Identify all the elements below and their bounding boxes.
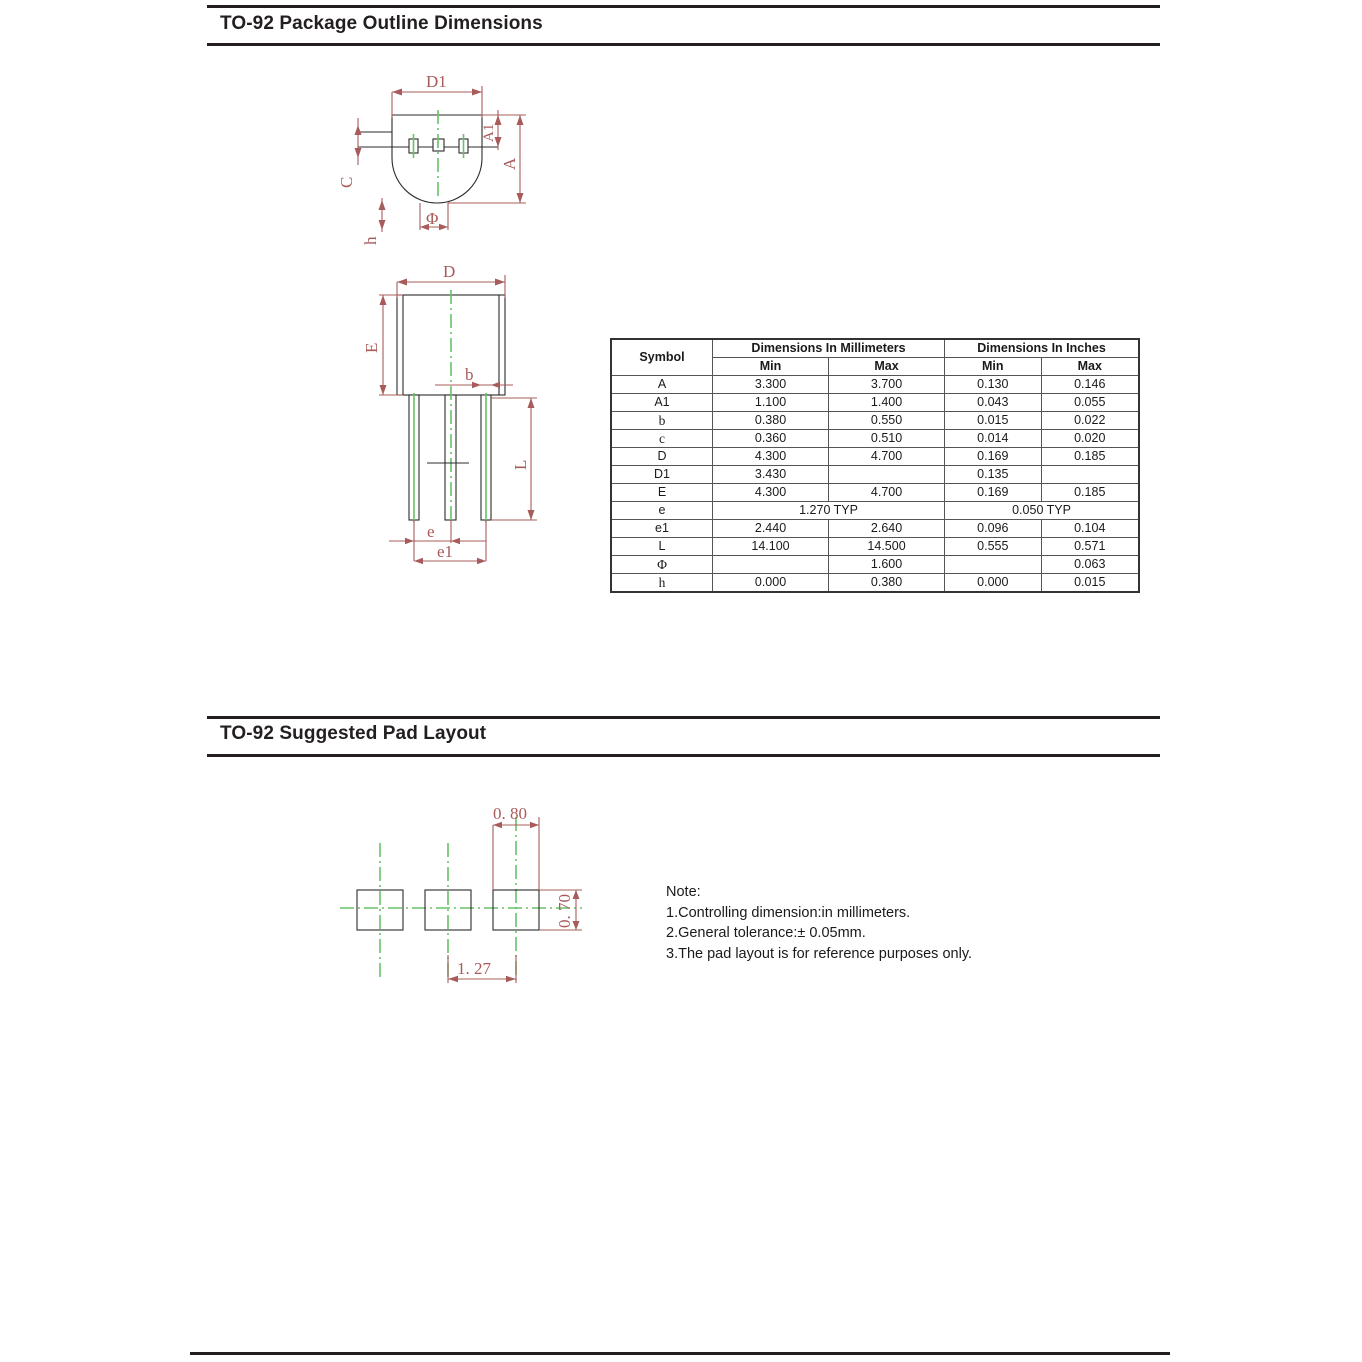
- label-phi: Φ: [426, 209, 439, 228]
- h-arrow-top: [379, 200, 386, 210]
- cell-in-min: 0.169: [945, 484, 1041, 502]
- cell-in-max: 0.185: [1041, 448, 1139, 466]
- section-rule-bottom-1: [207, 43, 1160, 46]
- cell-in-max: 0.185: [1041, 484, 1139, 502]
- e-pitch-arrow-left: [405, 538, 414, 544]
- cell-in-min: 0.169: [945, 448, 1041, 466]
- cell-symbol: c: [611, 430, 713, 448]
- cell-mm-min: 0.360: [713, 430, 829, 448]
- cell-in-min: 0.014: [945, 430, 1041, 448]
- section-rule-top-1: [207, 5, 1160, 8]
- d1-arrow-left: [392, 89, 402, 96]
- cell-symbol: h: [611, 574, 713, 593]
- note-item-3: 3.The pad layout is for reference purposes only.: [666, 945, 973, 962]
- cell-in-min: 0.015: [945, 412, 1041, 430]
- table-row: [611, 448, 1139, 466]
- cell-mm-min: 14.100: [713, 538, 829, 556]
- cell-in-min: 0.000: [945, 574, 1041, 593]
- cell-symbol: L: [611, 538, 713, 556]
- cell-mm-min: 0.380: [713, 412, 829, 430]
- dimensions-table-head: [611, 339, 1139, 376]
- label-l: L: [511, 459, 530, 470]
- cell-in-max: 0.022: [1041, 412, 1139, 430]
- header-symbol: Symbol: [611, 339, 713, 376]
- cell-in-max: 0.146: [1041, 376, 1139, 394]
- cell-symbol: A: [611, 376, 713, 394]
- h-arrow-bottom: [379, 220, 386, 230]
- header-mm-max: Max: [829, 358, 945, 376]
- cell-mm-max: 1.400: [829, 394, 945, 412]
- cell-symbol: D: [611, 448, 713, 466]
- table-row: [611, 412, 1139, 430]
- cell-in-min: [945, 556, 1041, 574]
- d-arrow-right: [495, 279, 505, 286]
- d1-arrow-right: [472, 89, 482, 96]
- cell-mm-min: 4.300: [713, 484, 829, 502]
- header-group-millimeters: Dimensions In Millimeters: [713, 339, 945, 358]
- label-c: C: [337, 176, 356, 188]
- header-mm-min: Min: [713, 358, 829, 376]
- cell-symbol: Φ: [611, 556, 713, 574]
- cell-symbol: b: [611, 412, 713, 430]
- table-row: [611, 538, 1139, 556]
- header-group-inches: Dimensions In Inches: [945, 339, 1139, 358]
- cell-mm-max: 3.700: [829, 376, 945, 394]
- package-body-outline: [392, 115, 482, 203]
- table-header-row-groups: [611, 339, 1139, 358]
- e1-arrow-left: [414, 558, 423, 564]
- cell-in-min: 0.130: [945, 376, 1041, 394]
- c-arrow-top: [355, 125, 362, 135]
- pad-1: [357, 890, 403, 930]
- label-a1: A1: [481, 123, 497, 142]
- table-row: [611, 484, 1139, 502]
- pad-pitch-arrow-right: [506, 976, 516, 982]
- a1-arrow-top: [495, 115, 502, 125]
- c-arrow-bottom: [355, 148, 362, 158]
- section-title-pad-layout: TO-92 Suggested Pad Layout: [220, 723, 487, 744]
- cell-mm-max: 4.700: [829, 448, 945, 466]
- cell-mm-min: 4.300: [713, 448, 829, 466]
- cell-mm-max: 0.510: [829, 430, 945, 448]
- cell-mm-min: 3.430: [713, 466, 829, 484]
- table-row: [611, 574, 1139, 593]
- cell-in-max: [1041, 466, 1139, 484]
- cell-mm-max: 2.640: [829, 520, 945, 538]
- a-arrow-bottom: [517, 193, 524, 203]
- header-in-min: Min: [945, 358, 1041, 376]
- cell-in-min: 0.096: [945, 520, 1041, 538]
- cell-mm-max: 14.500: [829, 538, 945, 556]
- label-pad-height: 0. 70: [555, 894, 574, 928]
- table-row: [611, 556, 1139, 574]
- section-title-package-outline: TO-92 Package Outline Dimensions: [220, 13, 543, 34]
- label-pad-pitch: 1. 27: [457, 959, 491, 978]
- cell-mm-min: 3.300: [713, 376, 829, 394]
- a-arrow-top: [517, 115, 524, 125]
- note-item-2: 2.General tolerance:± 0.05mm.: [666, 925, 866, 941]
- cell-mm-max: 0.380: [829, 574, 945, 593]
- pad-width-arrow-right: [530, 822, 539, 828]
- cell-in-max: 0.055: [1041, 394, 1139, 412]
- section-rule-bottom-2: [207, 754, 1160, 757]
- l-arrow-top: [528, 398, 535, 408]
- label-h: h: [361, 236, 380, 245]
- section-rule-top-2: [207, 716, 1160, 719]
- table-row: [611, 430, 1139, 448]
- front-view-drawing: [345, 262, 575, 595]
- cell-in-max: 0.020: [1041, 430, 1139, 448]
- cell-mm-min: [713, 556, 829, 574]
- cell-mm-min: 2.440: [713, 520, 829, 538]
- label-d1: D1: [426, 72, 447, 91]
- cell-mm-span: 1.270 TYP: [713, 502, 945, 520]
- dimensions-table-body: [611, 376, 1139, 593]
- cell-in-max: 0.063: [1041, 556, 1139, 574]
- pad-layout-drawing: [330, 795, 630, 1000]
- table-row: [611, 502, 1139, 520]
- cell-in-max: 0.571: [1041, 538, 1139, 556]
- cell-mm-min: 0.000: [713, 574, 829, 593]
- footer-rule: [190, 1352, 1170, 1355]
- cell-mm-max: 0.550: [829, 412, 945, 430]
- table-row: [611, 394, 1139, 412]
- pad-3: [493, 890, 539, 930]
- cell-symbol: E: [611, 484, 713, 502]
- label-a: A: [500, 157, 519, 170]
- cell-in-min: 0.043: [945, 394, 1041, 412]
- table-row: [611, 520, 1139, 538]
- e1-arrow-right: [477, 558, 486, 564]
- cell-in-span: 0.050 TYP: [945, 502, 1139, 520]
- label-e-height: E: [362, 342, 381, 353]
- cell-symbol: A1: [611, 394, 713, 412]
- notes-heading: Note:: [666, 884, 701, 900]
- l-arrow-bottom: [528, 510, 535, 520]
- e-arrow-top: [380, 295, 387, 305]
- cell-mm-max: 1.600: [829, 556, 945, 574]
- label-e-pitch: e: [427, 522, 435, 541]
- phi-arrow-right: [439, 224, 448, 230]
- e-arrow-bottom: [380, 385, 387, 395]
- top-view-drawing: [330, 70, 590, 260]
- label-e1: e1: [437, 542, 454, 561]
- notes-block: [666, 882, 972, 964]
- table-row: [611, 466, 1139, 484]
- pad-2: [425, 890, 471, 930]
- header-in-max: Max: [1041, 358, 1139, 376]
- dimensions-table: [610, 338, 1140, 593]
- cell-mm-max: [829, 466, 945, 484]
- cell-in-max: 0.015: [1041, 574, 1139, 593]
- d-arrow-left: [397, 279, 407, 286]
- cell-mm-min: 1.100: [713, 394, 829, 412]
- table-row: [611, 376, 1139, 394]
- cell-in-max: 0.104: [1041, 520, 1139, 538]
- label-d: D: [443, 262, 456, 281]
- cell-symbol: e: [611, 502, 713, 520]
- note-item-1: 1.Controlling dimension:in millimeters.: [666, 904, 911, 921]
- cell-in-min: 0.555: [945, 538, 1041, 556]
- label-b: b: [465, 365, 474, 384]
- cell-symbol: D1: [611, 466, 713, 484]
- cell-mm-max: 4.700: [829, 484, 945, 502]
- cell-in-min: 0.135: [945, 466, 1041, 484]
- cell-symbol: e1: [611, 520, 713, 538]
- label-pad-width: 0. 80: [493, 804, 527, 823]
